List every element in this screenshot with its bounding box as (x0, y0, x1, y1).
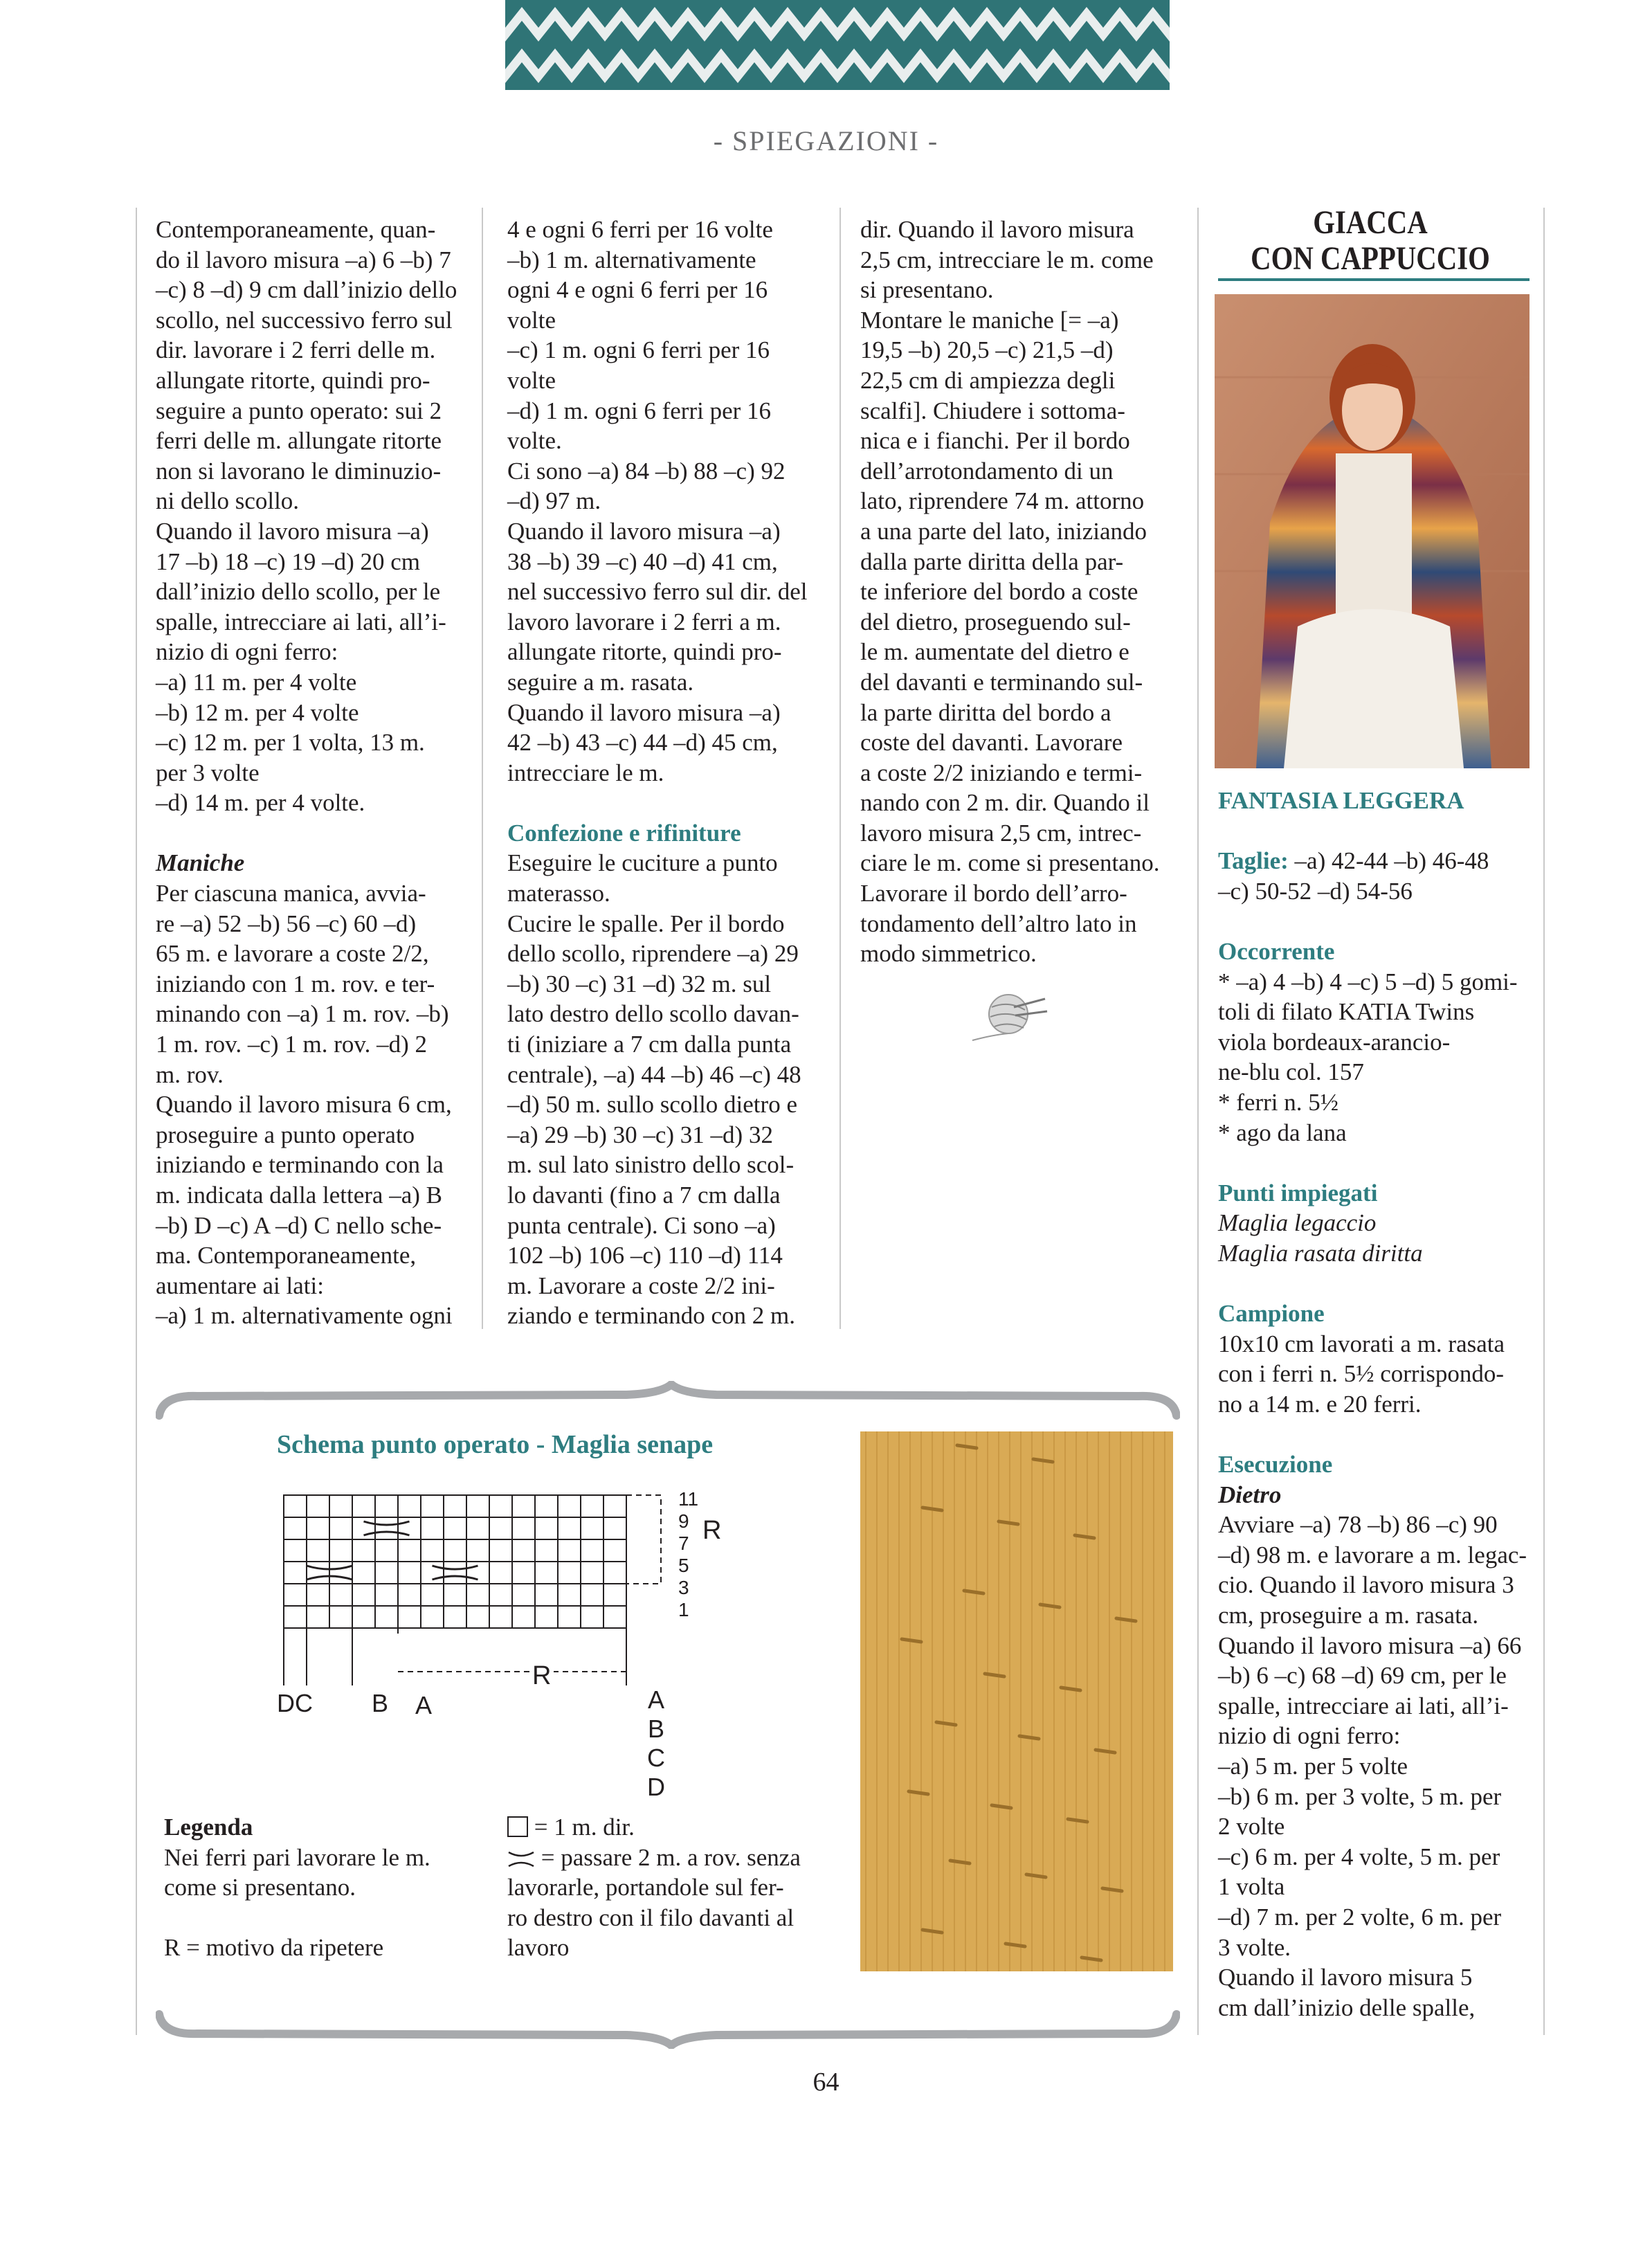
pattern-title: GIACCA CON CAPPUCCIO (1251, 204, 1490, 277)
text-line: tondamento dell’altro lato in (860, 910, 1137, 937)
text-line: viola bordeaux-arancio- (1218, 1028, 1451, 1056)
chart-cell (558, 1495, 581, 1517)
text-line: Maglia legaccio (1218, 1209, 1377, 1237)
text-line: do il lavoro misura –a) 6 –b) 7 (156, 246, 451, 273)
row-number: 11 (678, 1488, 699, 1510)
chart-cell (284, 1562, 307, 1584)
text-line: –c) 12 m. per 1 volta, 13 m. (156, 729, 425, 757)
chart-cell (466, 1517, 489, 1539)
text-line: seguire a m. rasata. (507, 668, 694, 696)
text-line: re –a) 52 –b) 56 –c) 60 –d) (156, 910, 417, 937)
chart-cell (329, 1495, 352, 1517)
chart-cell (512, 1517, 535, 1539)
text-line: Maglia rasata diritta (1218, 1239, 1423, 1267)
text-line: cio. Quando il lavoro misura 3 (1218, 1571, 1514, 1599)
chart-cell (489, 1495, 512, 1517)
legend-heading: Legenda (164, 1814, 253, 1841)
letter-right: A (647, 1685, 664, 1714)
heading-dietro: Dietro (1218, 1481, 1282, 1508)
text-line: –d) 7 m. per 2 volte, 6 m. per (1218, 1903, 1502, 1931)
chart-cell (444, 1495, 466, 1517)
chart-cell (512, 1562, 535, 1584)
text-line: Lavorare il bordo dell’arro- (860, 880, 1127, 907)
text-line: modo simmetrico. (860, 940, 1037, 968)
text-line: volte (507, 366, 556, 394)
chart-cell (558, 1562, 581, 1584)
text-line: 2 volte (1218, 1813, 1285, 1841)
text-line: centrale), –a) 44 –b) 46 –c) 48 (507, 1060, 801, 1088)
row-number: 9 (678, 1510, 689, 1532)
chart-cell (581, 1606, 603, 1628)
taglie-line2: –c) 50-52 –d) 54-56 (1218, 877, 1413, 905)
chart-cell (581, 1517, 603, 1539)
text-line: iniziando e terminando con la (156, 1151, 444, 1179)
text-line: Quando il lavoro misura –a) (156, 517, 429, 545)
chart-cell (444, 1517, 466, 1539)
text-line: Contemporaneamente, quan- (156, 216, 436, 243)
chart-cell (444, 1539, 466, 1562)
decorative-knit-band (505, 0, 1170, 90)
text-line: 1 m. rov. –c) 1 m. rov. –d) 2 (156, 1031, 428, 1058)
text-line: –d) 97 m. (507, 487, 601, 515)
chart-cell (284, 1584, 307, 1606)
text-line: –c) 8 –d) 9 cm dall’inizio dello (156, 276, 457, 304)
chart-cell (466, 1495, 489, 1517)
chart-cell (466, 1539, 489, 1562)
text-line: 19,5 –b) 20,5 –c) 21,5 –d) (860, 336, 1114, 364)
text-line: m. rov. (156, 1060, 224, 1088)
text-line: –d) 14 m. per 4 volte. (156, 789, 365, 817)
text-line: Quando il lavoro misura 6 cm, (156, 1091, 452, 1119)
cross-slip-icon (507, 1850, 535, 1868)
text-line: Quando il lavoro misura –a) (507, 698, 781, 726)
text-line: Nei ferri pari lavorare le m. (164, 1843, 430, 1871)
text-line: del dietro, proseguendo sul- (860, 608, 1131, 635)
chart-cell (352, 1517, 375, 1539)
text-line: ziando e terminando con 2 m. (507, 1302, 795, 1330)
chart-cell (421, 1562, 444, 1584)
column-rule (1197, 208, 1199, 2035)
text-line: –b) 30 –c) 31 –d) 32 m. sul (507, 970, 772, 997)
text-line: –b) D –c) A –d) C nello sche- (156, 1211, 442, 1239)
text-line: scalfi]. Chiudere i sottoma- (860, 397, 1125, 424)
letter-right: B (647, 1715, 664, 1743)
chart-cell (603, 1495, 626, 1517)
text-line: no a 14 m. e 20 ferri. (1218, 1390, 1422, 1418)
chart-cell (444, 1562, 466, 1584)
symbol-slip: = passare 2 m. a rov. senza (507, 1843, 833, 1873)
text-line: si presentano. (860, 276, 994, 304)
chart-cell (329, 1584, 352, 1606)
letter-dc: DC (277, 1689, 313, 1717)
text-line: –d) 98 m. e lavorare a m. legac- (1218, 1541, 1527, 1569)
chart-cell (444, 1606, 466, 1628)
chart-cell (421, 1495, 444, 1517)
section-title: - SPIEGAZIONI - (713, 125, 939, 156)
text-line: volte (507, 306, 556, 334)
text-line: lavoro (507, 1934, 570, 1962)
letter-right: D (647, 1773, 665, 1801)
chart-cell (375, 1606, 398, 1628)
chart-cell (489, 1584, 512, 1606)
text-line: del davanti e terminando sul- (860, 668, 1143, 696)
text-column-2 (507, 215, 826, 1331)
text-line: 65 m. e lavorare a coste 2/2, (156, 940, 429, 968)
text-column-3 (860, 215, 1179, 969)
chart-cell (421, 1517, 444, 1539)
text-line: 17 –b) 18 –c) 19 –d) 20 cm (156, 548, 421, 575)
text-line: Montare le maniche [= –a) (860, 306, 1119, 334)
chart-cell (329, 1562, 352, 1584)
chart-cell (352, 1584, 375, 1606)
knitting-chart (273, 1485, 744, 1803)
heading-occorrente: Occorrente (1218, 937, 1335, 965)
text-line: volte. (507, 427, 562, 455)
chart-cell (375, 1517, 398, 1539)
text-line: toli di filato KATIA Twins (1218, 998, 1475, 1026)
text-line: –c) 6 m. per 4 volte, 5 m. per (1218, 1843, 1500, 1870)
text-line: lo davanti (fino a 7 cm dalla (507, 1182, 781, 1209)
text-line: con i ferri n. 5½ corrispondo- (1218, 1360, 1505, 1388)
text-line: proseguire a punto operato (156, 1121, 415, 1148)
text-line: Cucire le spalle. Per il bordo (507, 910, 785, 937)
chart-cell (489, 1539, 512, 1562)
chart-cell (398, 1517, 421, 1539)
text-line: seguire a punto operato: sui 2 (156, 397, 442, 424)
text-line: cm dall’inizio delle spalle, (1218, 1994, 1476, 2021)
chart-cell (535, 1584, 558, 1606)
legend-r: R = motivo da ripetere (164, 1934, 384, 1962)
text-line: come si presentano. (164, 1874, 356, 1901)
chart-cell (489, 1517, 512, 1539)
text-line: a una parte del lato, iniziando (860, 517, 1147, 545)
text-line: lavoro misura 2,5 cm, intrec- (860, 819, 1142, 847)
chart-cell (558, 1584, 581, 1606)
chart-cell (558, 1539, 581, 1562)
text-line: * –a) 4 –b) 4 –c) 5 –d) 5 gomi- (1218, 968, 1518, 995)
chart-cell (398, 1495, 421, 1517)
text-line: –d) 1 m. ogni 6 ferri per 16 (507, 397, 772, 424)
chart-cell (375, 1539, 398, 1562)
column-rule (1543, 208, 1545, 2035)
chart-cell (512, 1539, 535, 1562)
chart-cell (284, 1495, 307, 1517)
text-line: 10x10 cm lavorati a m. rasata (1218, 1330, 1505, 1357)
text-line: dir. Quando il lavoro misura (860, 216, 1134, 243)
chart-cell (307, 1606, 329, 1628)
chart-cell (581, 1495, 603, 1517)
text-line: –b) 6 m. per 3 volte, 5 m. per (1218, 1782, 1502, 1810)
text-line: lavorarle, portandole sul fer- (507, 1874, 784, 1901)
text-line: spalle, intrecciare ai lati, all’i- (156, 608, 446, 635)
chart-cell (398, 1584, 421, 1606)
text-line: nel successivo ferro sul dir. del (507, 578, 808, 606)
chart-cell (512, 1495, 535, 1517)
text-line: * ago da lana (1218, 1119, 1347, 1146)
text-line: dell’arrotondamento di un (860, 457, 1114, 485)
text-line: 38 –b) 39 –c) 40 –d) 41 cm, (507, 548, 778, 575)
text-line: Quando il lavoro misura 5 (1218, 1964, 1473, 1991)
text-line: a coste 2/2 iniziando e termi- (860, 759, 1143, 786)
chart-cell (352, 1562, 375, 1584)
chart-cell (375, 1495, 398, 1517)
chart-cell (581, 1562, 603, 1584)
text-line: 4 e ogni 6 ferri per 16 volte (507, 216, 773, 243)
heading-punti: Punti impiegati (1218, 1179, 1378, 1206)
title-underline (1218, 278, 1530, 281)
chart-cell (375, 1562, 398, 1584)
chart-cell (581, 1539, 603, 1562)
text-line: –d) 50 m. sullo scollo dietro e (507, 1091, 797, 1119)
text-line: ma. Contemporaneamente, (156, 1242, 417, 1269)
text-line: cm, proseguire a m. rasata. (1218, 1602, 1479, 1629)
chart-cell (535, 1606, 558, 1628)
text-line: nando con 2 m. dir. Quando il (860, 789, 1150, 817)
model-photo (1215, 294, 1530, 768)
text-line: scollo, nel successivo ferro sul (156, 306, 453, 334)
text-line: * ferri n. 5½ (1218, 1088, 1338, 1116)
text-line: aumentare ai lati: (156, 1272, 324, 1299)
row-number: 3 (678, 1577, 689, 1598)
text-line: ni dello scollo. (156, 487, 300, 515)
text-line: dello scollo, riprendere –a) 29 (507, 940, 799, 968)
text-line: Avviare –a) 78 –b) 86 –c) 90 (1218, 1511, 1498, 1539)
heading-maniche: Maniche (156, 849, 245, 877)
text-line: lavoro lavorare i 2 ferri a m. (507, 608, 781, 635)
chart-cell (603, 1584, 626, 1606)
chart-cell (307, 1517, 329, 1539)
text-line: Quando il lavoro misura –a) (507, 517, 781, 545)
chart-cell (489, 1562, 512, 1584)
chart-cell (352, 1495, 375, 1517)
letter-b: B (372, 1689, 389, 1717)
chart-cell (284, 1517, 307, 1539)
text-line: allungate ritorte, quindi pro- (156, 366, 430, 394)
text-line: intrecciare le m. (507, 759, 664, 786)
square-icon (507, 1816, 528, 1837)
text-line: iniziando con 1 m. rov. e ter- (156, 970, 435, 997)
row-numbers (678, 1488, 698, 1621)
yarn-ball-icon (965, 986, 1049, 1045)
chart-cell (284, 1606, 307, 1628)
chart-cell (535, 1495, 558, 1517)
heading-campione: Campione (1218, 1300, 1325, 1328)
text-line: allungate ritorte, quindi pro- (507, 638, 782, 666)
column-rule (482, 208, 483, 1329)
chart-cell (466, 1562, 489, 1584)
text-line: Eseguire le cuciture a punto (507, 849, 778, 877)
column-rule (839, 208, 841, 1329)
text-line: –b) 12 m. per 4 volte (156, 698, 359, 726)
text-line: dir. lavorare i 2 ferri delle m. (156, 336, 436, 364)
chart-cell (398, 1562, 421, 1584)
chart-cell (375, 1584, 398, 1606)
text-line: 3 volte. (1218, 1933, 1291, 1961)
chart-cell (466, 1606, 489, 1628)
chart-cell (352, 1606, 375, 1628)
text-line: non si lavorano le diminuzio- (156, 457, 442, 485)
text-line: nica e i fianchi. Per il bordo (860, 427, 1130, 455)
chart-cell (398, 1606, 421, 1628)
repeat-label-right: R (702, 1516, 722, 1545)
chart-cell (535, 1562, 558, 1584)
text-line: lato destro dello scollo davan- (507, 1000, 799, 1028)
row-number: 5 (678, 1555, 689, 1576)
text-line: ferri delle m. allungate ritorte (156, 427, 442, 455)
page-number: 64 (813, 2068, 839, 2097)
repeat-label-bottom: R (529, 1661, 554, 1691)
column-rule (136, 208, 137, 2035)
text-line: 42 –b) 43 –c) 44 –d) 45 cm, (507, 729, 778, 757)
text-line: materasso. (507, 880, 610, 907)
text-column-1 (156, 215, 471, 1331)
taglie: Taglie: –a) 42-44 –b) 46-48 (1218, 847, 1489, 875)
chart-cell (603, 1562, 626, 1584)
repeat-bracket-right (626, 1495, 661, 1584)
chart-cell (329, 1606, 352, 1628)
chart-cell (489, 1606, 512, 1628)
chart-cell (307, 1584, 329, 1606)
subtitle: FANTASIA LEGGERA (1218, 787, 1464, 814)
chart-cell (603, 1517, 626, 1539)
heading-esecuzione: Esecuzione (1218, 1451, 1333, 1479)
chart-cell (444, 1584, 466, 1606)
text-line: coste del davanti. Lavorare (860, 729, 1123, 757)
row-number: 1 (678, 1599, 689, 1620)
text-line: 102 –b) 106 –c) 110 –d) 114 (507, 1242, 783, 1269)
text-line: le m. aumentate del dietro e (860, 638, 1129, 666)
text-line: Per ciascuna manica, avvia- (156, 880, 426, 907)
text-line: –a) 1 m. alternativamente ogni (156, 1302, 453, 1330)
letter-a: A (415, 1691, 433, 1719)
bracket-bottom (156, 2007, 1180, 2049)
chart-cell (466, 1584, 489, 1606)
chart-cell (284, 1539, 307, 1562)
chart-cell (603, 1539, 626, 1562)
text-line: m. indicata dalla lettera –a) B (156, 1182, 442, 1209)
chart-cell (352, 1539, 375, 1562)
chart-cell (421, 1584, 444, 1606)
text-line: 1 volta (1218, 1873, 1285, 1901)
text-line: m. sul lato sinistro dello scol- (507, 1151, 795, 1179)
chart-cell (581, 1584, 603, 1606)
legend (164, 1812, 469, 1963)
heading-confezione: Confezione e rifiniture (507, 819, 741, 847)
text-line: ti (iniziare a 7 cm dalla punta (507, 1031, 792, 1058)
text-line: –c) 1 m. ogni 6 ferri per 16 (507, 336, 770, 364)
knit-swatch-photo (860, 1431, 1173, 1971)
text-line: Ci sono –a) 84 –b) 88 –c) 92 (507, 457, 786, 485)
text-line: te inferiore del bordo a coste (860, 578, 1138, 606)
text-line: 22,5 cm di ampiezza degli (860, 366, 1116, 394)
chart-cell (307, 1539, 329, 1562)
text-line: –a) 11 m. per 4 volte (156, 668, 357, 696)
chart-cell (307, 1562, 329, 1584)
text-line: ogni 4 e ogni 6 ferri per 16 (507, 276, 768, 304)
text-line: spalle, intrecciare ai lati, all’i- (1218, 1692, 1509, 1719)
text-line: lato, riprendere 74 m. attorno (860, 487, 1145, 515)
chart-cell (512, 1584, 535, 1606)
chart-cell (535, 1539, 558, 1562)
text-line: ciare le m. come si presentano. (860, 849, 1160, 877)
text-line: nizio di ogni ferro: (156, 638, 338, 666)
chart-cell (307, 1495, 329, 1517)
text-line: la parte diritta del bordo a (860, 698, 1111, 726)
chart-cell (398, 1539, 421, 1562)
text-line: minando con –a) 1 m. rov. –b) (156, 1000, 449, 1028)
row-number: 7 (678, 1533, 689, 1554)
text-line: –b) 1 m. alternativamente (507, 246, 756, 273)
chart-cell (421, 1539, 444, 1562)
chart-cell (558, 1517, 581, 1539)
text-line: m. Lavorare a coste 2/2 ini- (507, 1272, 775, 1299)
text-line: ne-blu col. 157 (1218, 1058, 1364, 1086)
symbol-legend (507, 1812, 833, 1963)
text-line: –a) 5 m. per 5 volte (1218, 1753, 1408, 1780)
chart-title: Schema punto operato - Maglia senape (277, 1430, 714, 1459)
chart-cell (603, 1606, 626, 1628)
text-line: dall’inizio dello scollo, per le (156, 578, 441, 606)
sidebar-text (1218, 786, 1536, 2023)
text-line: 2,5 cm, intrecciare le m. come (860, 246, 1154, 273)
chart-cell (558, 1606, 581, 1628)
letters-right (647, 1685, 665, 1802)
bracket-top (156, 1381, 1180, 1422)
text-line: dalla parte diritta della par- (860, 548, 1124, 575)
symbol-knit: = 1 m. dir. (507, 1812, 833, 1843)
text-line: –b) 6 –c) 68 –d) 69 cm, per le (1218, 1662, 1507, 1690)
text-line: Quando il lavoro misura –a) 66 (1218, 1631, 1522, 1659)
letter-right: C (647, 1744, 665, 1772)
text-line: punta centrale). Ci sono –a) (507, 1211, 776, 1239)
chart-cell (329, 1517, 352, 1539)
chart-cell (421, 1606, 444, 1628)
chart-cell (512, 1606, 535, 1628)
text-line: per 3 volte (156, 759, 260, 786)
text-line: ro destro con il filo davanti al (507, 1904, 795, 1931)
chart-cell (535, 1517, 558, 1539)
text-line: nizio di ogni ferro: (1218, 1722, 1401, 1750)
chart-cell (329, 1539, 352, 1562)
text-line: –a) 29 –b) 30 –c) 31 –d) 32 (507, 1121, 773, 1148)
